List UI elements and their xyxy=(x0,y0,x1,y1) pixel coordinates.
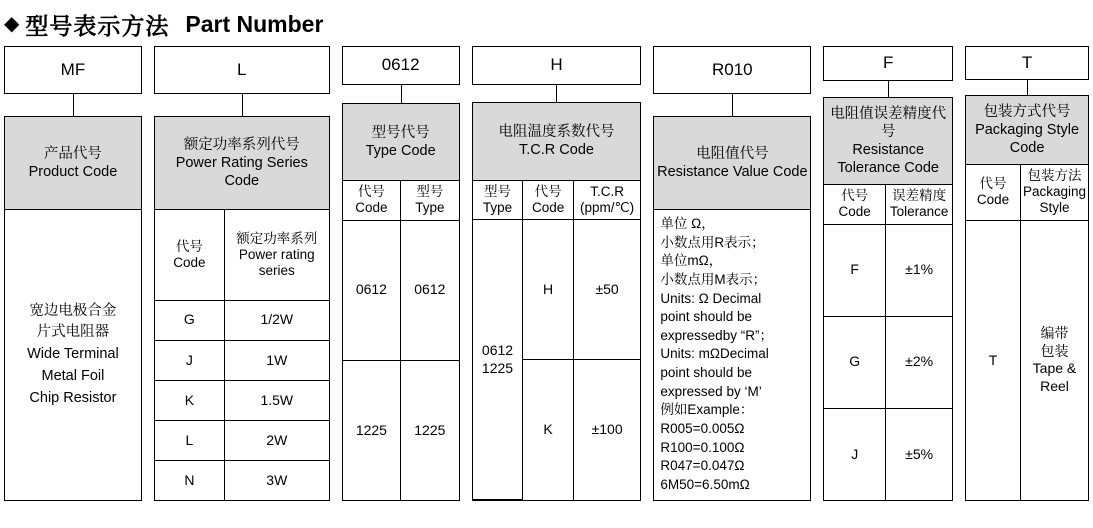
column-tolerance-code xyxy=(823,46,953,501)
header-code: 代号 Code xyxy=(155,210,225,300)
bullet-diamond-icon: ◆ xyxy=(4,13,20,35)
name-cn: 电阻值代号 xyxy=(696,145,769,162)
connector-line xyxy=(342,85,460,103)
body-type xyxy=(342,180,460,501)
cell-code: G xyxy=(824,316,885,408)
note-line: Units: mΩDecimal xyxy=(660,346,769,362)
name-box-type xyxy=(342,103,460,181)
column-resistance-value xyxy=(653,46,811,501)
cell-value: ±2% xyxy=(886,316,953,408)
note-line: 小数点用R表示； xyxy=(660,234,765,250)
name-en: Resistance Value Code xyxy=(657,164,808,180)
cell-code: K xyxy=(155,380,225,420)
name-cn: 额定功率系列代号 xyxy=(183,136,300,153)
desc-line: Wide Terminal xyxy=(27,346,119,363)
resistance-value-notes xyxy=(654,210,810,500)
code-box-product: MF xyxy=(4,46,142,94)
header-code: 代号 Code xyxy=(343,181,401,220)
table-row xyxy=(343,360,459,500)
table-header-row xyxy=(824,185,952,224)
desc-line: Chip Resistor xyxy=(29,389,117,406)
cell-value: 0612 xyxy=(401,220,459,360)
cell-value: ±100 xyxy=(573,360,640,500)
cell-value: 1/2W xyxy=(224,300,328,340)
table-row xyxy=(824,316,952,408)
cell-code: T xyxy=(966,220,1020,500)
cell-code: H xyxy=(523,220,573,360)
packaging-table xyxy=(966,165,1088,500)
header-type: 型号 Type xyxy=(401,181,459,220)
page-title xyxy=(0,0,1093,40)
table-row xyxy=(155,421,329,461)
type-code-table xyxy=(343,181,459,500)
desc-line: 片式电阻器 xyxy=(36,324,110,341)
code-box-type: 0612 xyxy=(342,46,460,85)
name-box-tcr xyxy=(472,102,642,179)
cell-packaging-style: 编带 包装 Tape & Reel xyxy=(1020,220,1088,500)
code-box-packaging: T xyxy=(965,46,1089,80)
header-power-series: 额定功率系列 Power rating series xyxy=(224,210,328,300)
header-type: 型号 Type xyxy=(473,181,523,220)
table-row xyxy=(343,220,459,360)
product-description xyxy=(5,210,141,500)
header-code: 代号 Code xyxy=(824,185,885,224)
name-en: Product Code xyxy=(28,164,118,180)
cell-value: ±5% xyxy=(886,408,953,500)
part-number-diagram xyxy=(0,46,1093,501)
tcr-table xyxy=(473,181,641,500)
name-en: Type Code xyxy=(365,142,436,159)
table-header-row xyxy=(966,165,1088,220)
table-row xyxy=(155,461,329,500)
name-cn: 产品代号 xyxy=(43,145,102,162)
cell-code: J xyxy=(155,340,225,380)
table-row xyxy=(155,300,329,340)
cell-value: 1.5W xyxy=(224,380,328,420)
body-product xyxy=(4,209,142,501)
cell-value: ±1% xyxy=(886,224,953,316)
body-packaging xyxy=(965,164,1089,501)
name-en: T.C.R Code xyxy=(519,142,594,159)
note-line: Units: Ω Decimal xyxy=(660,290,762,306)
header-code: 代号 Code xyxy=(523,181,573,220)
connector-line xyxy=(4,94,142,116)
name-box-tolerance xyxy=(823,97,953,185)
cell-value: 2W xyxy=(224,421,328,461)
name-box-product xyxy=(4,116,142,209)
body-tcr xyxy=(472,180,642,501)
name-box-packaging xyxy=(965,95,1089,164)
cell-value: 3W xyxy=(224,461,328,500)
body-power xyxy=(154,209,330,501)
note-line: 6M50=6.50mΩ xyxy=(660,476,750,492)
cell-value: ±50 xyxy=(573,220,640,360)
note-line: R005=0.005Ω xyxy=(660,420,745,436)
note-line: 单位mΩ， xyxy=(660,253,723,269)
table-header-row xyxy=(473,181,641,220)
name-en: Packaging Style Code xyxy=(975,121,1080,156)
cell-code: G xyxy=(155,300,225,340)
column-tcr-code xyxy=(472,46,642,501)
code-box-tcr: H xyxy=(472,46,642,85)
note-line: expressedby “R”； xyxy=(660,327,773,343)
cell-value: 1225 xyxy=(401,360,459,500)
table-row xyxy=(966,220,1088,500)
cell-code: L xyxy=(155,421,225,461)
table-header-row xyxy=(343,181,459,220)
table-row xyxy=(473,220,641,360)
cell-code: 0612 xyxy=(343,220,401,360)
note-line: expressed by ‘M’ xyxy=(660,383,762,399)
connector-line xyxy=(823,81,953,97)
name-cn: 电阻值误差精度代号 xyxy=(830,105,947,140)
cell-value: 1W xyxy=(224,340,328,380)
table-row xyxy=(155,380,329,420)
name-box-power xyxy=(154,116,330,209)
cell-code: K xyxy=(523,360,573,500)
desc-line: Metal Foil xyxy=(41,367,105,384)
cell-code: N xyxy=(155,461,225,500)
table-row xyxy=(824,224,952,316)
power-rating-table xyxy=(155,210,329,500)
code-box-resistance-value: R010 xyxy=(653,46,811,94)
table-row xyxy=(155,340,329,380)
table-row xyxy=(824,408,952,500)
header-tolerance: 误差精度 Tolerance xyxy=(886,185,953,224)
column-type-code xyxy=(342,46,460,501)
cell-code: 1225 xyxy=(343,360,401,500)
column-packaging-style xyxy=(965,46,1089,501)
code-box-tolerance: F xyxy=(823,46,953,81)
column-power-rating xyxy=(154,46,330,501)
name-cn: 电阻温度系数代号 xyxy=(498,124,615,141)
body-resistance-value xyxy=(653,209,811,501)
header-code: 代号 Code xyxy=(966,165,1020,220)
connector-line xyxy=(472,85,642,103)
cell-code: J xyxy=(824,408,885,500)
desc-line: 宽边电极合金 xyxy=(29,302,117,319)
header-packaging-style: 包装方法 Packaging Style xyxy=(1020,165,1088,220)
table-header-row xyxy=(155,210,329,300)
connector-line xyxy=(965,80,1089,95)
column-product-code xyxy=(4,46,142,501)
name-box-resistance-value xyxy=(653,116,811,209)
name-en: Resistance Tolerance Code xyxy=(837,141,939,176)
cell-type-span: 0612 1225 xyxy=(473,220,523,500)
connector-line xyxy=(653,94,811,116)
note-line: point should be xyxy=(660,365,752,380)
connector-line xyxy=(154,94,330,116)
header-tcr-value: T.C.R (ppm/℃) xyxy=(573,181,640,220)
body-tolerance xyxy=(823,184,953,501)
note-line: R100=0.100Ω xyxy=(660,439,745,455)
tolerance-table xyxy=(824,185,952,500)
note-line: point should be xyxy=(660,309,752,325)
name-en: Power Rating Series Code xyxy=(175,154,308,190)
title-english: Part Number xyxy=(185,10,324,37)
code-box-power: L xyxy=(154,46,330,94)
note-line: 小数点用M表示； xyxy=(660,271,767,287)
cell-code: F xyxy=(824,224,885,316)
note-line: 单位 Ω， xyxy=(660,216,715,231)
title-chinese: 型号表示方法 xyxy=(25,12,170,39)
name-cn: 型号代号 xyxy=(371,124,430,141)
note-line: 例如Example： xyxy=(660,402,754,418)
name-cn: 包装方式代号 xyxy=(983,103,1071,120)
note-line: R047=0.047Ω xyxy=(660,458,745,474)
